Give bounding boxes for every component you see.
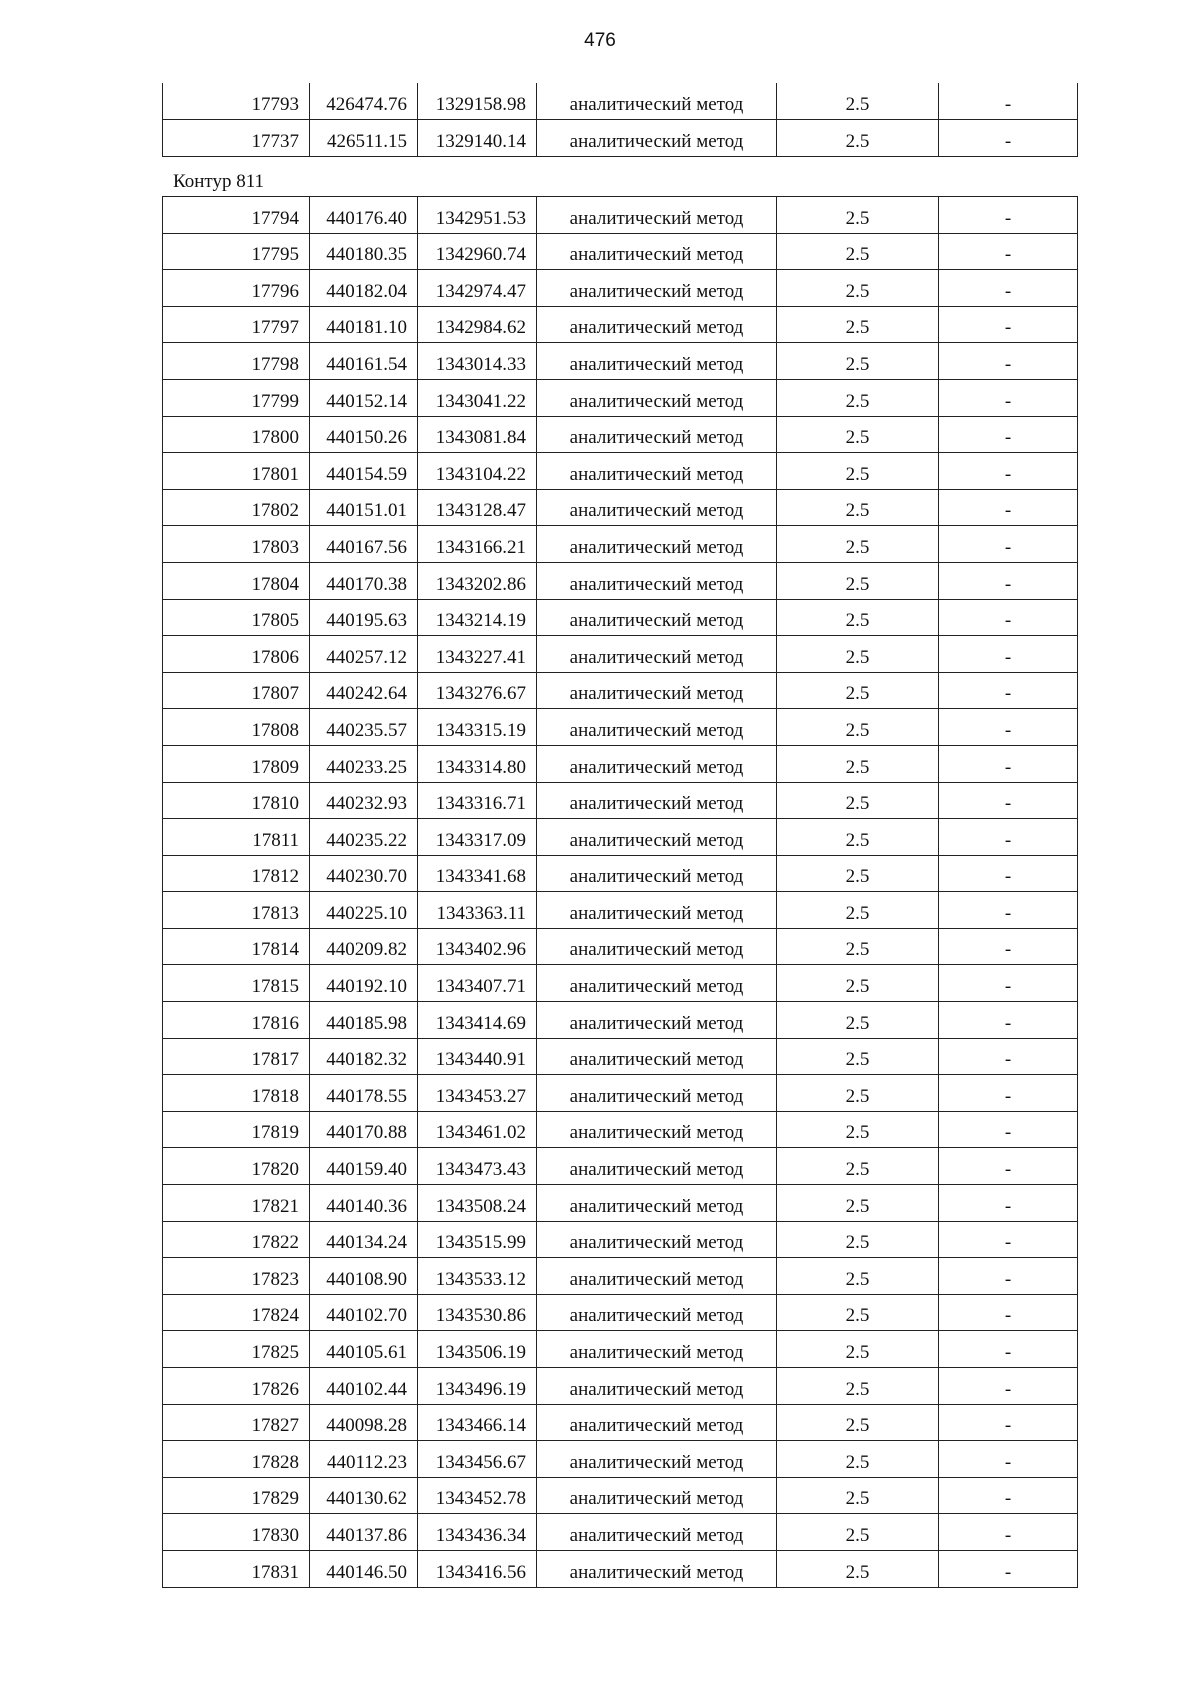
table-row <box>163 489 1078 526</box>
y-coordinate-cell: 1343341.68 <box>418 855 537 892</box>
table-row <box>163 120 1078 157</box>
method-cell: аналитический метод <box>537 379 777 416</box>
y-coordinate-cell: 1343317.09 <box>418 819 537 856</box>
point-number-cell: 17818 <box>163 1075 310 1112</box>
table-row <box>163 562 1078 599</box>
method-cell: аналитический метод <box>537 1404 777 1441</box>
y-coordinate-cell: 1343453.27 <box>418 1075 537 1112</box>
y-coordinate-cell: 1343081.84 <box>418 416 537 453</box>
note-cell: - <box>939 1404 1078 1441</box>
method-cell: аналитический метод <box>537 1038 777 1075</box>
page-number: 476 <box>584 30 616 51</box>
note-cell: - <box>939 782 1078 819</box>
accuracy-cell: 2.5 <box>777 782 939 819</box>
point-number-cell: 17797 <box>163 306 310 343</box>
note-cell: - <box>939 1258 1078 1295</box>
y-coordinate-cell: 1343506.19 <box>418 1331 537 1368</box>
table-row <box>163 965 1078 1002</box>
point-number-cell: 17820 <box>163 1148 310 1185</box>
point-number-cell: 17796 <box>163 270 310 307</box>
x-coordinate-cell: 440182.32 <box>310 1038 418 1075</box>
table-row <box>163 928 1078 965</box>
y-coordinate-cell: 1343533.12 <box>418 1258 537 1295</box>
accuracy-cell: 2.5 <box>777 745 939 782</box>
coordinates-table-contour-811 <box>162 196 1078 1588</box>
x-coordinate-cell: 426511.15 <box>310 120 418 157</box>
accuracy-cell: 2.5 <box>777 1148 939 1185</box>
point-number-cell: 17810 <box>163 782 310 819</box>
x-coordinate-cell: 440225.10 <box>310 892 418 929</box>
method-cell: аналитический метод <box>537 562 777 599</box>
table-row <box>163 1075 1078 1112</box>
x-coordinate-cell: 440176.40 <box>310 197 418 234</box>
note-cell: - <box>939 416 1078 453</box>
table-row <box>163 1404 1078 1441</box>
x-coordinate-cell: 440134.24 <box>310 1221 418 1258</box>
note-cell: - <box>939 1185 1078 1222</box>
table-row <box>163 1148 1078 1185</box>
x-coordinate-cell: 440235.57 <box>310 709 418 746</box>
note-cell: - <box>939 636 1078 673</box>
method-cell: аналитический метод <box>537 453 777 490</box>
x-coordinate-cell: 440154.59 <box>310 453 418 490</box>
table-row <box>163 782 1078 819</box>
y-coordinate-cell: 1343166.21 <box>418 526 537 563</box>
table-row <box>163 306 1078 343</box>
table-row <box>163 233 1078 270</box>
x-coordinate-cell: 440178.55 <box>310 1075 418 1112</box>
table-row <box>163 1038 1078 1075</box>
note-cell: - <box>939 197 1078 234</box>
note-cell: - <box>939 1550 1078 1587</box>
x-coordinate-cell: 440242.64 <box>310 672 418 709</box>
note-cell: - <box>939 233 1078 270</box>
method-cell: аналитический метод <box>537 1258 777 1295</box>
accuracy-cell: 2.5 <box>777 709 939 746</box>
y-coordinate-cell: 1343436.34 <box>418 1514 537 1551</box>
x-coordinate-cell: 440170.38 <box>310 562 418 599</box>
method-cell: аналитический метод <box>537 892 777 929</box>
point-number-cell: 17827 <box>163 1404 310 1441</box>
accuracy-cell: 2.5 <box>777 343 939 380</box>
note-cell: - <box>939 1294 1078 1331</box>
table-row <box>163 855 1078 892</box>
point-number-cell: 17830 <box>163 1514 310 1551</box>
y-coordinate-cell: 1329140.14 <box>418 120 537 157</box>
x-coordinate-cell: 440230.70 <box>310 855 418 892</box>
coordinates-table-continued <box>162 83 1078 157</box>
note-cell: - <box>939 270 1078 307</box>
method-cell: аналитический метод <box>537 855 777 892</box>
point-number-cell: 17808 <box>163 709 310 746</box>
accuracy-cell: 2.5 <box>777 965 939 1002</box>
table-row <box>163 636 1078 673</box>
accuracy-cell: 2.5 <box>777 1331 939 1368</box>
accuracy-cell: 2.5 <box>777 1258 939 1295</box>
table-row <box>163 1368 1078 1405</box>
table-row <box>163 1221 1078 1258</box>
x-coordinate-cell: 440140.36 <box>310 1185 418 1222</box>
note-cell: - <box>939 1002 1078 1039</box>
table-row <box>163 1002 1078 1039</box>
accuracy-cell: 2.5 <box>777 1441 939 1478</box>
note-cell: - <box>939 1514 1078 1551</box>
x-coordinate-cell: 440257.12 <box>310 636 418 673</box>
point-number-cell: 17819 <box>163 1111 310 1148</box>
x-coordinate-cell: 440232.93 <box>310 782 418 819</box>
note-cell: - <box>939 1441 1078 1478</box>
accuracy-cell: 2.5 <box>777 489 939 526</box>
table-row <box>163 1514 1078 1551</box>
accuracy-cell: 2.5 <box>777 1404 939 1441</box>
note-cell: - <box>939 599 1078 636</box>
x-coordinate-cell: 440209.82 <box>310 928 418 965</box>
y-coordinate-cell: 1342960.74 <box>418 233 537 270</box>
y-coordinate-cell: 1343041.22 <box>418 379 537 416</box>
point-number-cell: 17805 <box>163 599 310 636</box>
method-cell: аналитический метод <box>537 636 777 673</box>
y-coordinate-cell: 1343473.43 <box>418 1148 537 1185</box>
y-coordinate-cell: 1342984.62 <box>418 306 537 343</box>
method-cell: аналитический метод <box>537 782 777 819</box>
table-row <box>163 270 1078 307</box>
accuracy-cell: 2.5 <box>777 306 939 343</box>
table-row <box>163 709 1078 746</box>
accuracy-cell: 2.5 <box>777 1185 939 1222</box>
method-cell: аналитический метод <box>537 343 777 380</box>
method-cell: аналитический метод <box>537 928 777 965</box>
y-coordinate-cell: 1343315.19 <box>418 709 537 746</box>
x-coordinate-cell: 426474.76 <box>310 83 418 120</box>
note-cell: - <box>939 928 1078 965</box>
x-coordinate-cell: 440182.04 <box>310 270 418 307</box>
note-cell: - <box>939 489 1078 526</box>
method-cell: аналитический метод <box>537 1294 777 1331</box>
table-row <box>163 1441 1078 1478</box>
point-number-cell: 17824 <box>163 1294 310 1331</box>
method-cell: аналитический метод <box>537 672 777 709</box>
note-cell: - <box>939 1368 1078 1405</box>
point-number-cell: 17825 <box>163 1331 310 1368</box>
method-cell: аналитический метод <box>537 1111 777 1148</box>
y-coordinate-cell: 1343314.80 <box>418 745 537 782</box>
x-coordinate-cell: 440233.25 <box>310 745 418 782</box>
accuracy-cell: 2.5 <box>777 1550 939 1587</box>
table-row <box>163 453 1078 490</box>
y-coordinate-cell: 1342974.47 <box>418 270 537 307</box>
note-cell: - <box>939 892 1078 929</box>
y-coordinate-cell: 1343414.69 <box>418 1002 537 1039</box>
accuracy-cell: 2.5 <box>777 1477 939 1514</box>
table-row <box>163 1294 1078 1331</box>
accuracy-cell: 2.5 <box>777 599 939 636</box>
accuracy-cell: 2.5 <box>777 636 939 673</box>
note-cell: - <box>939 1075 1078 1112</box>
method-cell: аналитический метод <box>537 965 777 1002</box>
point-number-cell: 17800 <box>163 416 310 453</box>
x-coordinate-cell: 440105.61 <box>310 1331 418 1368</box>
x-coordinate-cell: 440137.86 <box>310 1514 418 1551</box>
y-coordinate-cell: 1343402.96 <box>418 928 537 965</box>
point-number-cell: 17813 <box>163 892 310 929</box>
y-coordinate-cell: 1343227.41 <box>418 636 537 673</box>
y-coordinate-cell: 1343214.19 <box>418 599 537 636</box>
point-number-cell: 17793 <box>163 83 310 120</box>
method-cell: аналитический метод <box>537 120 777 157</box>
point-number-cell: 17802 <box>163 489 310 526</box>
table-row <box>163 745 1078 782</box>
point-number-cell: 17817 <box>163 1038 310 1075</box>
note-cell: - <box>939 965 1078 1002</box>
y-coordinate-cell: 1343496.19 <box>418 1368 537 1405</box>
point-number-cell: 17799 <box>163 379 310 416</box>
method-cell: аналитический метод <box>537 819 777 856</box>
method-cell: аналитический метод <box>537 1221 777 1258</box>
accuracy-cell: 2.5 <box>777 1111 939 1148</box>
table-row <box>163 1185 1078 1222</box>
method-cell: аналитический метод <box>537 1185 777 1222</box>
method-cell: аналитический метод <box>537 1368 777 1405</box>
table-row <box>163 343 1078 380</box>
note-cell: - <box>939 562 1078 599</box>
method-cell: аналитический метод <box>537 1550 777 1587</box>
point-number-cell: 17814 <box>163 928 310 965</box>
point-number-cell: 17828 <box>163 1441 310 1478</box>
accuracy-cell: 2.5 <box>777 819 939 856</box>
x-coordinate-cell: 440167.56 <box>310 526 418 563</box>
x-coordinate-cell: 440192.10 <box>310 965 418 1002</box>
note-cell: - <box>939 306 1078 343</box>
y-coordinate-cell: 1343530.86 <box>418 1294 537 1331</box>
note-cell: - <box>939 1111 1078 1148</box>
point-number-cell: 17812 <box>163 855 310 892</box>
point-number-cell: 17809 <box>163 745 310 782</box>
x-coordinate-cell: 440159.40 <box>310 1148 418 1185</box>
table-row <box>163 599 1078 636</box>
table-row <box>163 1258 1078 1295</box>
point-number-cell: 17826 <box>163 1368 310 1405</box>
table-row <box>163 1331 1078 1368</box>
method-cell: аналитический метод <box>537 197 777 234</box>
x-coordinate-cell: 440102.44 <box>310 1368 418 1405</box>
method-cell: аналитический метод <box>537 1477 777 1514</box>
method-cell: аналитический метод <box>537 306 777 343</box>
accuracy-cell: 2.5 <box>777 197 939 234</box>
accuracy-cell: 2.5 <box>777 233 939 270</box>
point-number-cell: 17822 <box>163 1221 310 1258</box>
y-coordinate-cell: 1343014.33 <box>418 343 537 380</box>
y-coordinate-cell: 1343466.14 <box>418 1404 537 1441</box>
method-cell: аналитический метод <box>537 416 777 453</box>
note-cell: - <box>939 526 1078 563</box>
table-row <box>163 416 1078 453</box>
x-coordinate-cell: 440102.70 <box>310 1294 418 1331</box>
accuracy-cell: 2.5 <box>777 120 939 157</box>
accuracy-cell: 2.5 <box>777 83 939 120</box>
note-cell: - <box>939 120 1078 157</box>
point-number-cell: 17829 <box>163 1477 310 1514</box>
method-cell: аналитический метод <box>537 233 777 270</box>
accuracy-cell: 2.5 <box>777 928 939 965</box>
accuracy-cell: 2.5 <box>777 453 939 490</box>
contour-label: Контур 811 <box>173 171 264 192</box>
note-cell: - <box>939 1477 1078 1514</box>
point-number-cell: 17831 <box>163 1550 310 1587</box>
table-row <box>163 1111 1078 1148</box>
y-coordinate-cell: 1342951.53 <box>418 197 537 234</box>
note-cell: - <box>939 855 1078 892</box>
y-coordinate-cell: 1343276.67 <box>418 672 537 709</box>
point-number-cell: 17798 <box>163 343 310 380</box>
accuracy-cell: 2.5 <box>777 1075 939 1112</box>
point-number-cell: 17816 <box>163 1002 310 1039</box>
x-coordinate-cell: 440161.54 <box>310 343 418 380</box>
point-number-cell: 17794 <box>163 197 310 234</box>
note-cell: - <box>939 83 1078 120</box>
method-cell: аналитический метод <box>537 599 777 636</box>
x-coordinate-cell: 440112.23 <box>310 1441 418 1478</box>
table-row <box>163 1477 1078 1514</box>
note-cell: - <box>939 1221 1078 1258</box>
x-coordinate-cell: 440108.90 <box>310 1258 418 1295</box>
note-cell: - <box>939 1038 1078 1075</box>
y-coordinate-cell: 1343202.86 <box>418 562 537 599</box>
point-number-cell: 17803 <box>163 526 310 563</box>
method-cell: аналитический метод <box>537 270 777 307</box>
method-cell: аналитический метод <box>537 1441 777 1478</box>
note-cell: - <box>939 819 1078 856</box>
note-cell: - <box>939 453 1078 490</box>
point-number-cell: 17823 <box>163 1258 310 1295</box>
point-number-cell: 17815 <box>163 965 310 1002</box>
note-cell: - <box>939 709 1078 746</box>
note-cell: - <box>939 343 1078 380</box>
table-row <box>163 379 1078 416</box>
x-coordinate-cell: 440180.35 <box>310 233 418 270</box>
point-number-cell: 17807 <box>163 672 310 709</box>
point-number-cell: 17806 <box>163 636 310 673</box>
y-coordinate-cell: 1343508.24 <box>418 1185 537 1222</box>
accuracy-cell: 2.5 <box>777 1368 939 1405</box>
accuracy-cell: 2.5 <box>777 1514 939 1551</box>
point-number-cell: 17737 <box>163 120 310 157</box>
accuracy-cell: 2.5 <box>777 1038 939 1075</box>
point-number-cell: 17804 <box>163 562 310 599</box>
y-coordinate-cell: 1343440.91 <box>418 1038 537 1075</box>
x-coordinate-cell: 440098.28 <box>310 1404 418 1441</box>
coordinates-table-continued-body <box>163 83 1078 156</box>
note-cell: - <box>939 1331 1078 1368</box>
method-cell: аналитический метод <box>537 1514 777 1551</box>
y-coordinate-cell: 1343452.78 <box>418 1477 537 1514</box>
method-cell: аналитический метод <box>537 1002 777 1039</box>
method-cell: аналитический метод <box>537 489 777 526</box>
y-coordinate-cell: 1343316.71 <box>418 782 537 819</box>
point-number-cell: 17811 <box>163 819 310 856</box>
note-cell: - <box>939 672 1078 709</box>
accuracy-cell: 2.5 <box>777 416 939 453</box>
method-cell: аналитический метод <box>537 745 777 782</box>
y-coordinate-cell: 1343407.71 <box>418 965 537 1002</box>
x-coordinate-cell: 440130.62 <box>310 1477 418 1514</box>
point-number-cell: 17795 <box>163 233 310 270</box>
y-coordinate-cell: 1329158.98 <box>418 83 537 120</box>
accuracy-cell: 2.5 <box>777 526 939 563</box>
x-coordinate-cell: 440195.63 <box>310 599 418 636</box>
note-cell: - <box>939 1148 1078 1185</box>
x-coordinate-cell: 440152.14 <box>310 379 418 416</box>
y-coordinate-cell: 1343128.47 <box>418 489 537 526</box>
method-cell: аналитический метод <box>537 1075 777 1112</box>
accuracy-cell: 2.5 <box>777 1002 939 1039</box>
x-coordinate-cell: 440146.50 <box>310 1550 418 1587</box>
y-coordinate-cell: 1343461.02 <box>418 1111 537 1148</box>
method-cell: аналитический метод <box>537 1148 777 1185</box>
table-row <box>163 197 1078 234</box>
table-row <box>163 526 1078 563</box>
table-row <box>163 892 1078 929</box>
y-coordinate-cell: 1343456.67 <box>418 1441 537 1478</box>
accuracy-cell: 2.5 <box>777 379 939 416</box>
accuracy-cell: 2.5 <box>777 855 939 892</box>
accuracy-cell: 2.5 <box>777 562 939 599</box>
method-cell: аналитический метод <box>537 709 777 746</box>
x-coordinate-cell: 440185.98 <box>310 1002 418 1039</box>
coordinates-table-contour-811-body <box>163 197 1078 1588</box>
method-cell: аналитический метод <box>537 1331 777 1368</box>
accuracy-cell: 2.5 <box>777 1221 939 1258</box>
y-coordinate-cell: 1343363.11 <box>418 892 537 929</box>
y-coordinate-cell: 1343416.56 <box>418 1550 537 1587</box>
x-coordinate-cell: 440150.26 <box>310 416 418 453</box>
x-coordinate-cell: 440235.22 <box>310 819 418 856</box>
x-coordinate-cell: 440181.10 <box>310 306 418 343</box>
accuracy-cell: 2.5 <box>777 270 939 307</box>
x-coordinate-cell: 440170.88 <box>310 1111 418 1148</box>
table-row <box>163 819 1078 856</box>
accuracy-cell: 2.5 <box>777 672 939 709</box>
table-row <box>163 1550 1078 1587</box>
accuracy-cell: 2.5 <box>777 892 939 929</box>
table-row <box>163 83 1078 120</box>
method-cell: аналитический метод <box>537 526 777 563</box>
y-coordinate-cell: 1343515.99 <box>418 1221 537 1258</box>
point-number-cell: 17821 <box>163 1185 310 1222</box>
accuracy-cell: 2.5 <box>777 1294 939 1331</box>
note-cell: - <box>939 745 1078 782</box>
table-row <box>163 672 1078 709</box>
x-coordinate-cell: 440151.01 <box>310 489 418 526</box>
y-coordinate-cell: 1343104.22 <box>418 453 537 490</box>
note-cell: - <box>939 379 1078 416</box>
method-cell: аналитический метод <box>537 83 777 120</box>
point-number-cell: 17801 <box>163 453 310 490</box>
